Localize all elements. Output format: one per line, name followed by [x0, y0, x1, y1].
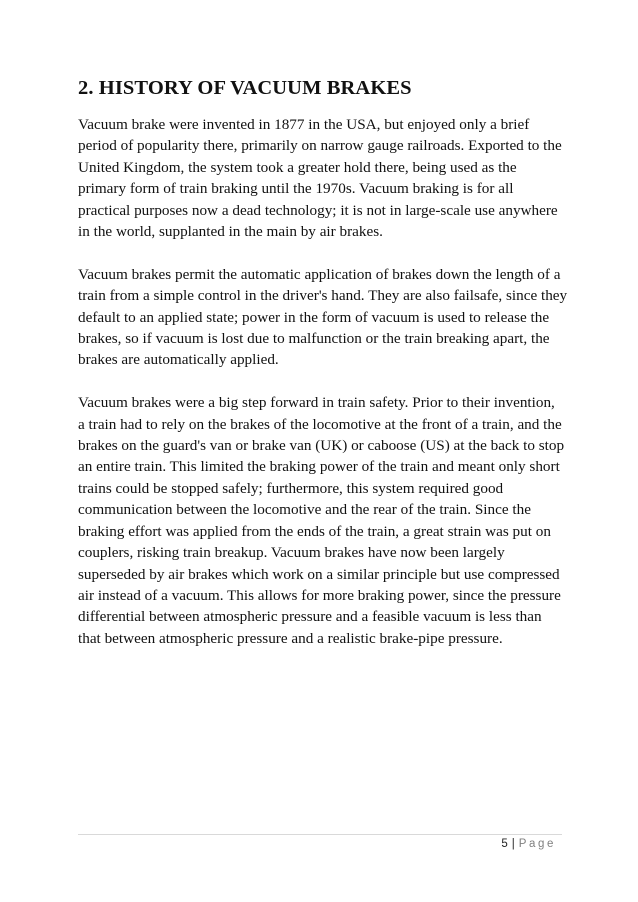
- text-line: default to an applied state; power in the form of vacuum is used to release the: [78, 308, 550, 326]
- text-line: air instead of a vacuum. This allows for more braking power, since the pressure: [78, 586, 561, 604]
- paragraph: [78, 392, 578, 649]
- paragraph: [78, 114, 578, 242]
- text-line: braking effort was applied from the ends of the train, a great strain was put on: [78, 522, 551, 540]
- text-line: brakes, so if vacuum is lost due to malfunction or the train breaking apart, the: [78, 330, 550, 348]
- page-number: 5: [501, 838, 508, 850]
- page-footer: [501, 838, 556, 850]
- text-line: Vacuum brakes permit the automatic application of brakes down the length of a: [78, 265, 561, 283]
- text-line: train from a simple control in the driver's hand. They are also failsafe, since they: [78, 287, 568, 305]
- text-line: period of popularity there, primarily on narrow gauge railroads. Exported to the: [78, 137, 562, 155]
- text-line: that between atmospheric pressure and a realistic brake-pipe pressure.: [78, 629, 503, 647]
- section-heading: 2. HISTORY OF VACUUM BRAKES: [78, 77, 412, 99]
- text-line: differential between atmospheric pressure and a feasible vacuum is less than: [78, 608, 542, 626]
- text-line: brakes are automatically applied.: [78, 351, 279, 369]
- text-line: couplers, risking train breakup. Vacuum brakes have now been largely: [78, 544, 505, 562]
- text-line: Vacuum brakes were a big step forward in train safety. Prior to their invention,: [78, 394, 555, 412]
- text-line: trains could be stopped safely; furthermore, this system required good: [78, 479, 504, 497]
- paragraph: [78, 264, 578, 371]
- text-line: practical purposes now a dead technology; it is not in large-scale use anywhere: [78, 201, 558, 219]
- body-text: [78, 114, 578, 671]
- text-line: brakes on the guard's van or brake van (UK) or caboose (US) at the back to stop: [78, 437, 565, 455]
- footer-separator: |: [511, 838, 515, 850]
- text-line: an entire train. This limited the braking power of the train and meant only short: [78, 458, 560, 476]
- footer-divider: [78, 834, 562, 835]
- text-line: United Kingdom, the system took a greater hold there, being used as the: [78, 158, 517, 176]
- text-line: in the world, supplanted in the main by air brakes.: [78, 223, 383, 241]
- text-line: communication between the locomotive and the rear of the train. Since the: [78, 501, 531, 519]
- page-label: Page: [518, 838, 556, 850]
- text-line: superseded by air brakes which work on a similar principle but use compressed: [78, 565, 560, 583]
- text-line: Vacuum brake were invented in 1877 in the USA, but enjoyed only a brief: [78, 116, 530, 133]
- text-line: a train had to rely on the brakes of the locomotive at the front of a train, and the: [78, 415, 562, 433]
- text-line: primary form of train braking until the 1970s. Vacuum braking is for all: [78, 180, 514, 198]
